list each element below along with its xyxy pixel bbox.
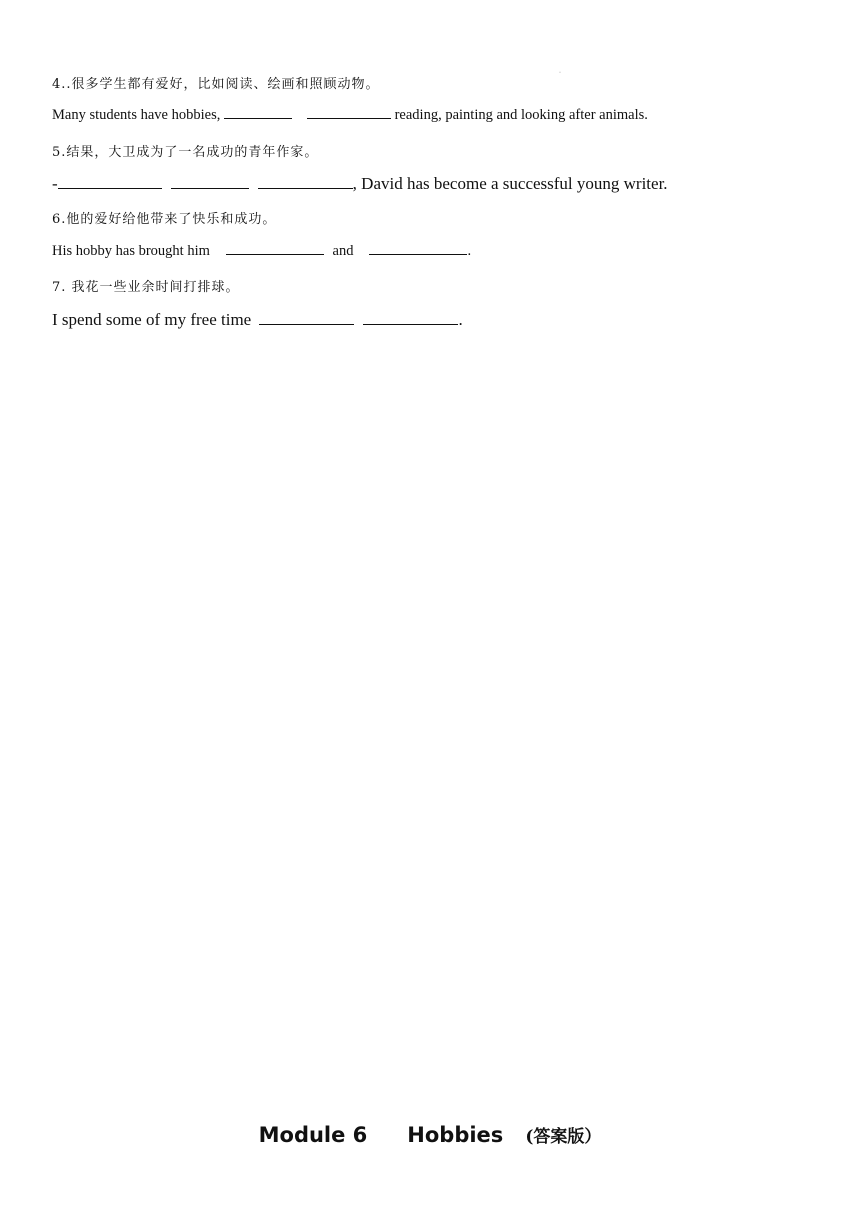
item-6-english-and: and [332,243,354,259]
module-heading [0,1122,860,1147]
item-6-english-start: His hobby has brought him [52,243,214,259]
stray-mark: · [559,70,561,76]
item-6-english [52,243,471,260]
item-6-chinese: 6.他的爱好给他带来了快乐和成功。 [52,212,277,227]
item-5-chinese: 5.结果，大卫成为了一名成功的青年作家。 [52,145,319,160]
answer-blank[interactable] [258,187,353,189]
item-7-chinese: 7. 我花一些业余时间打排球。 [52,280,240,295]
item-5-english-end: , David has become a successful young writer. [352,174,668,193]
item-6-english-end: . [467,243,472,259]
answer-version-note: (答案版） [525,1127,602,1147]
item-4-english [52,107,648,124]
item-5-english-start: - [52,174,58,193]
answer-blank[interactable] [307,117,391,119]
answer-blank[interactable] [259,323,354,325]
answer-blank[interactable] [363,323,458,325]
answer-blank[interactable] [224,117,292,119]
item-5-english [52,174,668,194]
item-7-english [52,310,463,330]
item-4-chinese: 4..很多学生都有爱好，比如阅读、绘画和照顾动物。 [52,77,380,92]
answer-blank[interactable] [171,187,249,189]
answer-blank[interactable] [226,253,324,255]
item-7-english-end: . [458,310,463,329]
module-number: Module 6 [258,1123,368,1147]
item-4-english-start: Many students have hobbies, [52,107,224,123]
item-4-english-end: reading, painting and looking after animals. [390,107,648,123]
answer-blank[interactable] [369,253,467,255]
module-topic: Hobbies [407,1123,504,1147]
answer-blank[interactable] [58,187,162,189]
item-7-english-start: I spend some of my free time [52,310,256,329]
